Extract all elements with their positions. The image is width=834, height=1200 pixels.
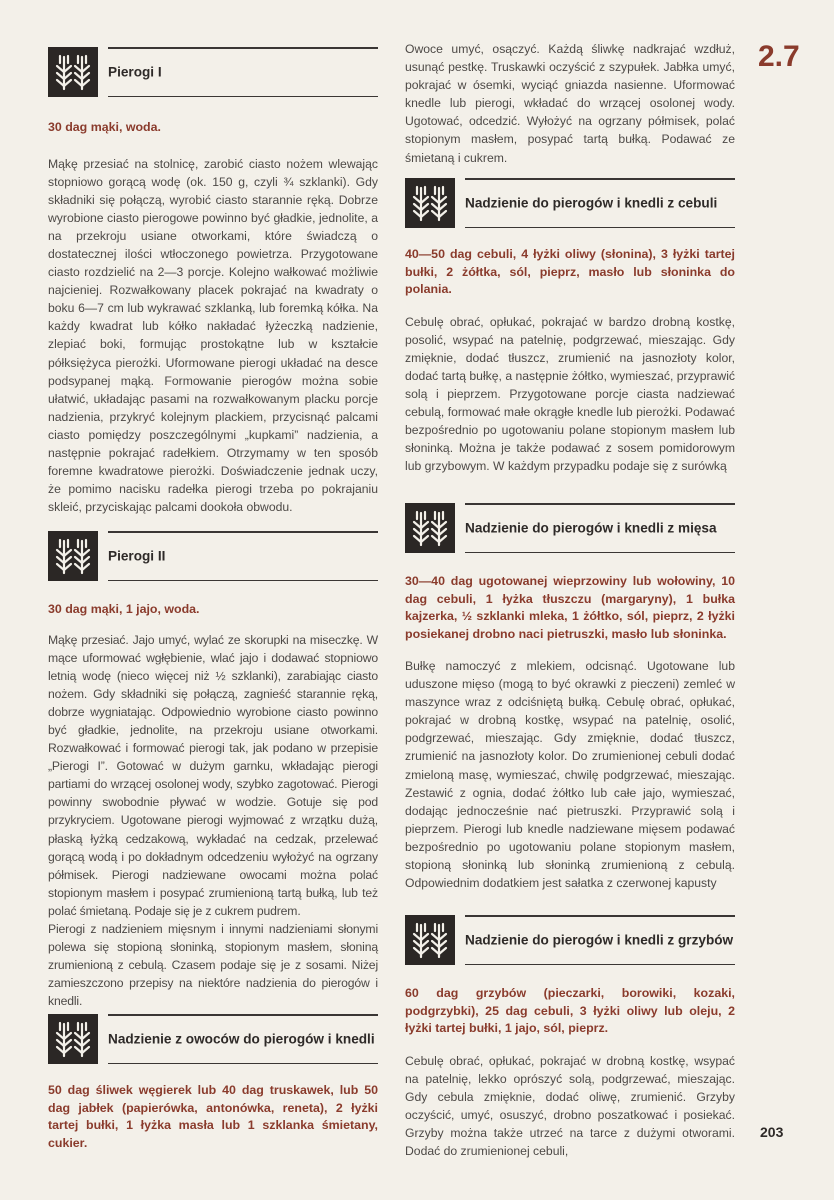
ingredients: 50 dag śliwek węgierek lub 40 dag truskawek, lub 50 dag jabłek (papierówka, antonówka, reneta), 2 łyżki tartej bułki, 1 łyżka masła lub 1 szklanka śmietany, cukier. <box>48 1083 378 1150</box>
divider <box>108 1063 378 1065</box>
wheat-icon <box>405 503 455 553</box>
instructions: Cebulę obrać, opłukać, pokrajać w drobną kostkę, wsypać na patelnię, lekko oprószyć solą, podgrzewać, mieszając. Gdy cebula zmięknie, dodać oliwę, zrumienić. Grzyby oczyścić, umyć, osuszyć, drobno poszatkować i posiekać. Grzyby można także utrzeć na tarce z dużymi otworami. Dodać do zrumienionej cebuli, <box>405 1053 735 1158</box>
instructions: Mąkę przesiać na stolnicę, zarobić ciasto nożem wlewając stopniowo gorącą wodę (ok. 150 g, czyli ¾ szklanki). Gdy składniki się połączą, wyrobić ciasto starannie ręką. Dobrze wyrobione ciasto pierogowe powinno być gładkie, jednolite, a na przekroju usiane otworkami, które świadczą o dostatecznej ilości wtłoczonego powietrza. Przygotowane ciasto rozdzielić na 2—3 porcje. Kolejno wałkować możliwie najcieniej. Rozwałkowany placek pokrajać na kwadraty o boku 6—7 cm lub wykrawać szklanką, lub foremką kółka. Na każdy kwadrat lub kółko nakładać łyżeczką nadzienie, zlepiać boki, formując prostokątne lub w kształcie półksiężyca pierożki. Uformowane pierogi układać na desce podsypanej mąką. Formowanie pierogów można sobie ułatwić, układając pasami na rozwałkowanym placku porcje nadzienia, przykryć kolejnym plackiem, przycisnąć palcami ciasto pomiędzy poszczególnymi „kupkami” nadzienia, a następnie pokrajać radełkiem. Otrzymamy w ten sposób foremne kwadratowe pierożki. Doświadczenie jednak uczy, że pomimo nacisku radełka pierogi trzeba po pokrajaniu skleić, przyciskając palcami dookoła obwodu. <box>48 156 378 515</box>
instructions: Bułkę namoczyć z mlekiem, odcisnąć. Ugotowane lub uduszone mięso (mogą to być okrawki z pieczeni) zemleć w maszynce wraz z odciśniętą bułką. Cebulę obrać, opłukać, pokrajać w drobną kostkę, wsypać na patelnię, osolić, podgrzewać, mieszając. Gdy zmięknie, dodać tłuszcz, zrumienić na jasnozłoty kolor. Do zrumienionej cebuli dodać zmieloną masę, wymieszać, chwilę podgrzewać, mieszając. Zestawić z ognia, dodać żółtko lub całe jajo, wymieszać, dodając jednocześnie nać pietruszki. Przyprawić solą i pieprzem. Pierogi lub knedle nadziewane mięsem podawać bezpośrednio po ugotowaniu polane stopionym masłem, stopioną słoninką lub słoninką zrumienioną z cebulą. Odpowiednim dodatkiem jest sałatka z czerwonej kapusty <box>405 659 735 891</box>
wheat-icon <box>48 47 98 97</box>
recipe-title: Nadzienie z owoców do pierogów i knedli <box>108 1031 375 1047</box>
wheat-icon <box>405 178 455 228</box>
recipe-title: Nadzienie do pierogów i knedli z grzybów <box>465 932 734 948</box>
divider <box>108 96 378 98</box>
ingredients: 60 dag grzybów (pieczarki, borowiki, kozaki, podgrzybki), 25 dag cebuli, 3 łyżki oliwy lub oleju, 2 łyżki tartej bułki, 1 jajo, sól, pieprz. <box>405 986 735 1035</box>
chapter-number: 2.7 <box>758 40 800 73</box>
divider <box>465 503 735 505</box>
recipe-header <box>405 915 735 965</box>
recipe-header <box>405 503 735 553</box>
recipe-title: Nadzienie do pierogów i knedli z cebuli <box>465 195 718 211</box>
wheat-icon <box>48 531 98 581</box>
instructions: Pierogi z nadzieniem mięsnym i innymi nadzieniami słonymi polewa się stopioną słoninką, stopionym masłem, słoniną zrumienioną z cebulą. Czasem podaje się je z sosami. Niżej zamieszczono przepisy na niektóre nadzienia do pierogów i knedli. <box>48 922 378 1009</box>
wheat-icon <box>48 1014 98 1064</box>
divider <box>465 178 735 180</box>
ingredients: 30 dag mąki, 1 jajo, woda. <box>48 602 200 616</box>
instructions: Cebulę obrać, opłukać, pokrajać w bardzo drobną kostkę, posolić, wsypać na patelnię, podgrzewać, mieszając. Gdy zmięknie, dodać tłuszcz, zrumienić na jasnozłoty kolor, dodać tartą bułkę, a następnie żółtko, wymieszać, przyprawić solą i pieprzem. Przygotowane porcje ciasta nadziewać cebulą, formować małe okrągłe knedle lub pierożki. Podawać bezpośrednio po ugotowaniu polane stopionym masłem lub słoninką. Można je także podawać z sosem pomidorowym lub grzybowym. W każdym przypadku podaje się z surówką <box>405 314 735 474</box>
instructions: Owoce umyć, osączyć. Każdą śliwkę nadkrajać wzdłuż, usunąć pestkę. Truskawki oczyścić z szypułek. Jabłka umyć, pokrajać w ósemki, wyciąć gniazda nasienne. Uformować knedle lub pierogi, wkładać do wrzącej osolonej wody. Ugotować, odcedzić. Wyłożyć na ogrzany półmisek, polać stopionym masłem, posypać tartą bułką. Podawać ze śmietaną i cukrem. <box>405 42 735 165</box>
recipe-header <box>48 1014 378 1064</box>
recipe-title: Pierogi II <box>108 548 166 564</box>
divider <box>108 531 378 533</box>
recipe-nadzienie-owoce <box>48 1014 378 1166</box>
recipe-title: Pierogi I <box>108 64 162 80</box>
ingredients: 30 dag mąki, woda. <box>48 120 161 134</box>
recipe-header <box>48 531 378 581</box>
recipe-continuation <box>405 40 735 167</box>
recipe-title: Nadzienie do pierogów i knedli z mięsa <box>465 520 717 536</box>
recipe-header <box>405 178 735 228</box>
recipe-nadzienie-cebula <box>405 178 735 475</box>
recipe-pierogi-2 <box>48 531 378 1010</box>
recipe-nadzienie-mieso <box>405 503 735 892</box>
recipe-pierogi-1 <box>48 47 378 516</box>
recipe-header <box>48 47 378 97</box>
divider <box>465 915 735 917</box>
ingredients: 40—50 dag cebuli, 4 łyżki oliwy (słonina), 3 łyżki tartej bułki, 2 żółtka, sól, pieprz, masło lub słoninka do polania. <box>405 247 735 296</box>
divider <box>465 964 735 966</box>
divider <box>108 580 378 582</box>
divider <box>465 552 735 554</box>
divider <box>108 47 378 49</box>
page-number: 203 <box>760 1124 784 1140</box>
divider <box>465 227 735 229</box>
divider <box>108 1014 378 1016</box>
wheat-icon <box>405 915 455 965</box>
instructions: Mąkę przesiać. Jajo umyć, wylać ze skorupki na miseczkę. W mące uformować wgłębienie, wlać jajo i dodawać stopniowo letnią wodę (nieco więcej niż ½ szklanki), zarabiając ciasto nożem. Gdy składniki się połączą, zagnieść starannie ręką, dobrze wygniatając. Odpowiednio wyrobione ciasto powinno być gładkie, jednolite, na przekroju usiane otworkami. Rozwałkować i formować pierogi tak, jak podano w przepisie „Pierogi I”. Gotować w dużym garnku, wkładając pierogi partiami do wrzącej osolonej wody, szybko zagotować. Pierogi powinny swobodnie pływać w wodzie. Gotuje się pod przykryciem. Ugotowane pierogi wyjmować z wrzątku dużą, płaską łyżką cedzakową, wykładać na cedzak, przelewać gorącą wodą i po dokładnym odcedzeniu wyłożyć na ogrzany półmisek. Pierogi nadziewane owocami można polać stopionym masłem i posypać zrumienioną tartą bułką, lub też polać śmietaną. Podaje się je z cukrem pudrem. <box>48 632 378 918</box>
ingredients: 30—40 dag ugotowanej wieprzowiny lub wołowiny, 10 dag cebuli, 1 łyżka tłuszczu (margaryny), 1 bułka kajzerka, ½ szklanki mleka, 1 żółtko, sól, pieprz, 2 łyżki posiekanej drobno naci pietruszki, masło lub słoninka. <box>405 574 735 641</box>
recipe-nadzienie-grzyby <box>405 915 735 1160</box>
